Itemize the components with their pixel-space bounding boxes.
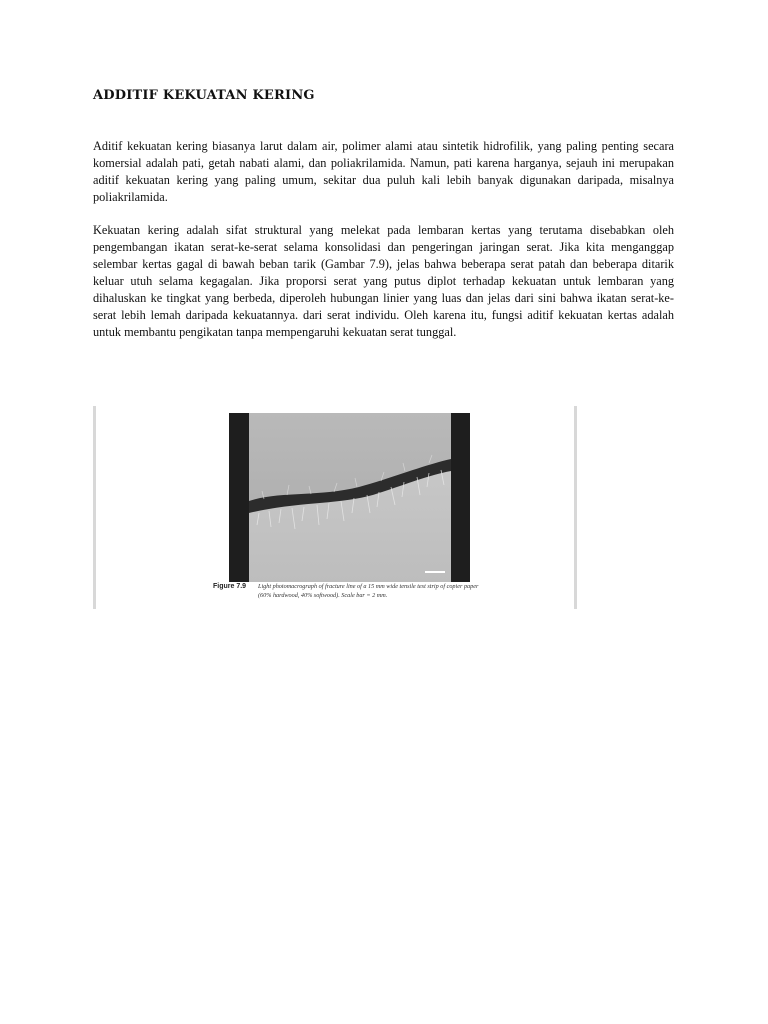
paragraph-2: Kekuatan kering adalah sifat struktural yang melekat pada lembaran kertas yang terutama disebabkan oleh pengembangan ikatan serat-ke-serat selama konsolidasi dan pengeringan jaringan serat. Jika kita menganggap selembar kertas gagal di bawah beban tarik (Gambar 7.9), jelas bahwa beberapa serat patah dan beberapa ditarik keluar utuh selama kegagalan. Jika proporsi serat yang putus diplot terhadap kekuatan untuk lembaran yang dihaluskan ke tingkat yang berbeda, diperoleh hubungan linier yang luas dan jelas dari sini bahwa ikatan serat-ke-serat lebih lemah daripada kekuatannya. dari serat individu. Oleh karena itu, fungsi aditif kekuatan kertas adalah untuk membantu pengikatan tanpa mempengaruhi kekuatan serat tunggal. xyxy=(93,223,674,339)
paragraph-1: Aditif kekuatan kering biasanya larut dalam air, polimer alami atau sintetik hidrofilik, yang paling penting secara komersial adalah pati, getah nabati alami, dan poliakrilamida. Namun, pati karena harganya, sejauh ini merupakan aditif kekuatan kering yang paling umum, sekitar dua puluh kali lebih banyak digunakan daripada, misalnya poliakrilamida. xyxy=(93,139,674,204)
figure-7-9 xyxy=(93,406,577,609)
fracture-photomacrograph xyxy=(229,413,470,582)
figure-caption: Light photomacrograph of fracture line of a 15 mm wide tensile test strip of copier paper (60% hardwood, 40% softwood). Scale bar = 2 mm. xyxy=(258,583,479,599)
section-heading: ADDITIF KEKUATAN KERING xyxy=(93,88,315,103)
figure-label: Figure 7.9 xyxy=(213,583,247,590)
figure-right-border xyxy=(574,406,577,609)
figure-left-border xyxy=(93,406,96,609)
